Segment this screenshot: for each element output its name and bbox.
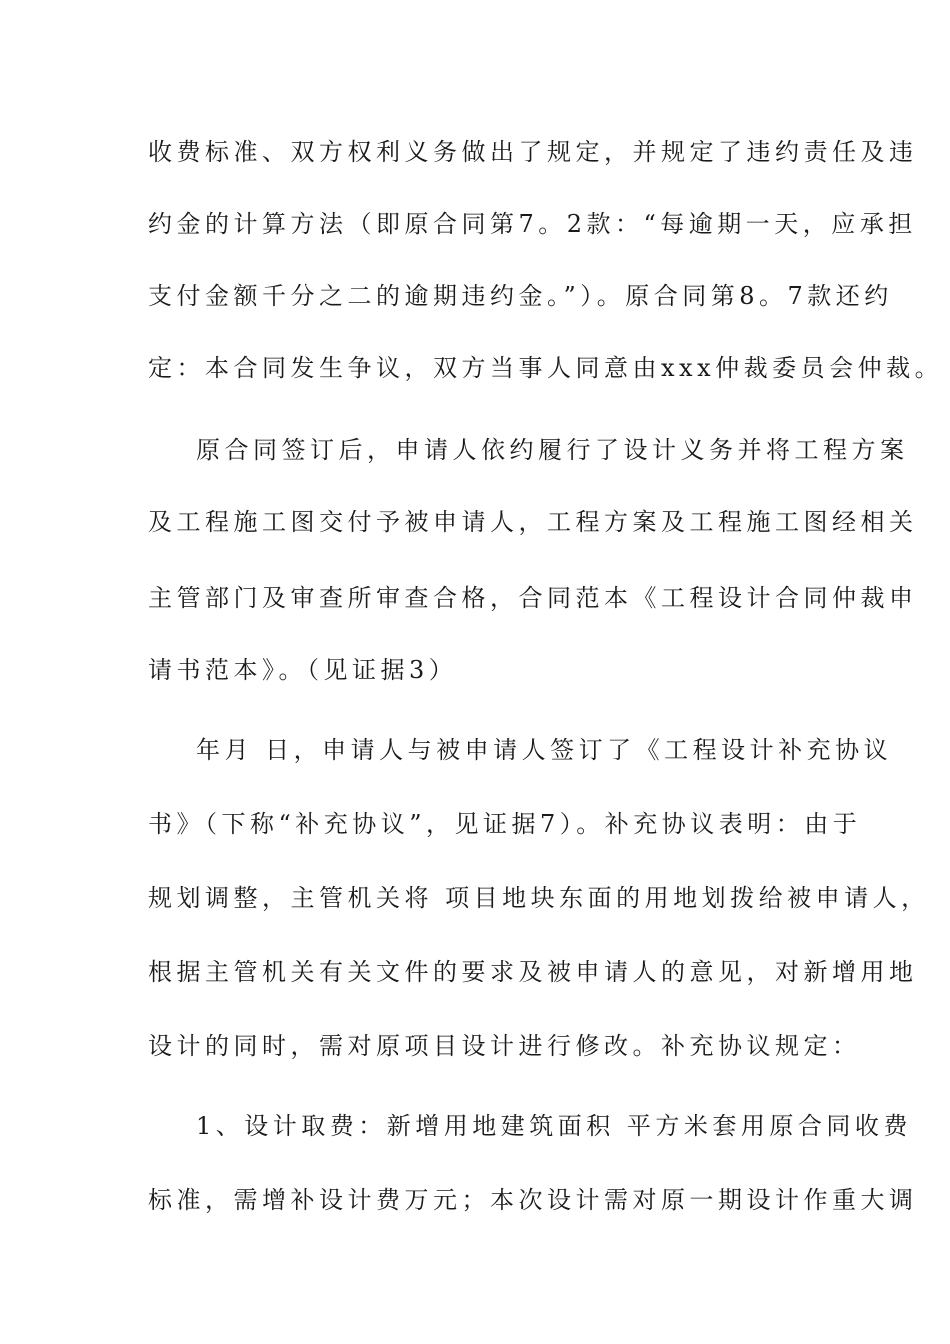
text-line-12: 根据主管机关有关文件的要求及被申请人的意见，对新增用地 <box>148 958 918 986</box>
text-line-3: 支付金额千分之二的逾期违约金。”）。原合同第8。7款还约 <box>148 282 893 310</box>
text-line-8: 请书范本》。（见证据3） <box>148 656 458 684</box>
text-line-2: 约金的计算方法（即原合同第7。2款：“每逾期一天，应承担 <box>148 210 917 238</box>
text-line-13: 设计的同时，需对原项目设计进行修改。补充协议规定： <box>148 1032 861 1060</box>
paragraph-line-14: 1、设计取费：新增用地建筑面积 平方米套用原合同收费 <box>196 1112 912 1140</box>
text-line-4: 定：本合同发生争议，双方当事人同意由xxx仲裁委员会仲裁。 <box>148 354 944 382</box>
paragraph-line-5: 原合同签订后，申请人依约履行了设计义务并将工程方案 <box>196 436 909 464</box>
text-line-7: 主管部门及审查所审查合格，合同范本《工程设计合同仲裁申 <box>148 584 918 612</box>
text-line-6: 及工程施工图交付予被申请人，工程方案及工程施工图经相关 <box>148 508 918 536</box>
text-line-15: 标准，需增补设计费万元；本次设计需对原一期设计作重大调 <box>148 1186 918 1214</box>
paragraph-line-9: 年月 日，申请人与被申请人签订了《工程设计补充协议 <box>196 736 893 764</box>
text-line-10: 书》（下称“补充协议”，见证据7）。补充协议表明：由于 <box>148 810 862 838</box>
text-line-11: 规划调整，主管机关将 项目地块东面的用地划拨给被申请人， <box>148 884 930 912</box>
text-line-1: 收费标准、双方权利义务做出了规定，并规定了违约责任及违 <box>148 138 918 166</box>
